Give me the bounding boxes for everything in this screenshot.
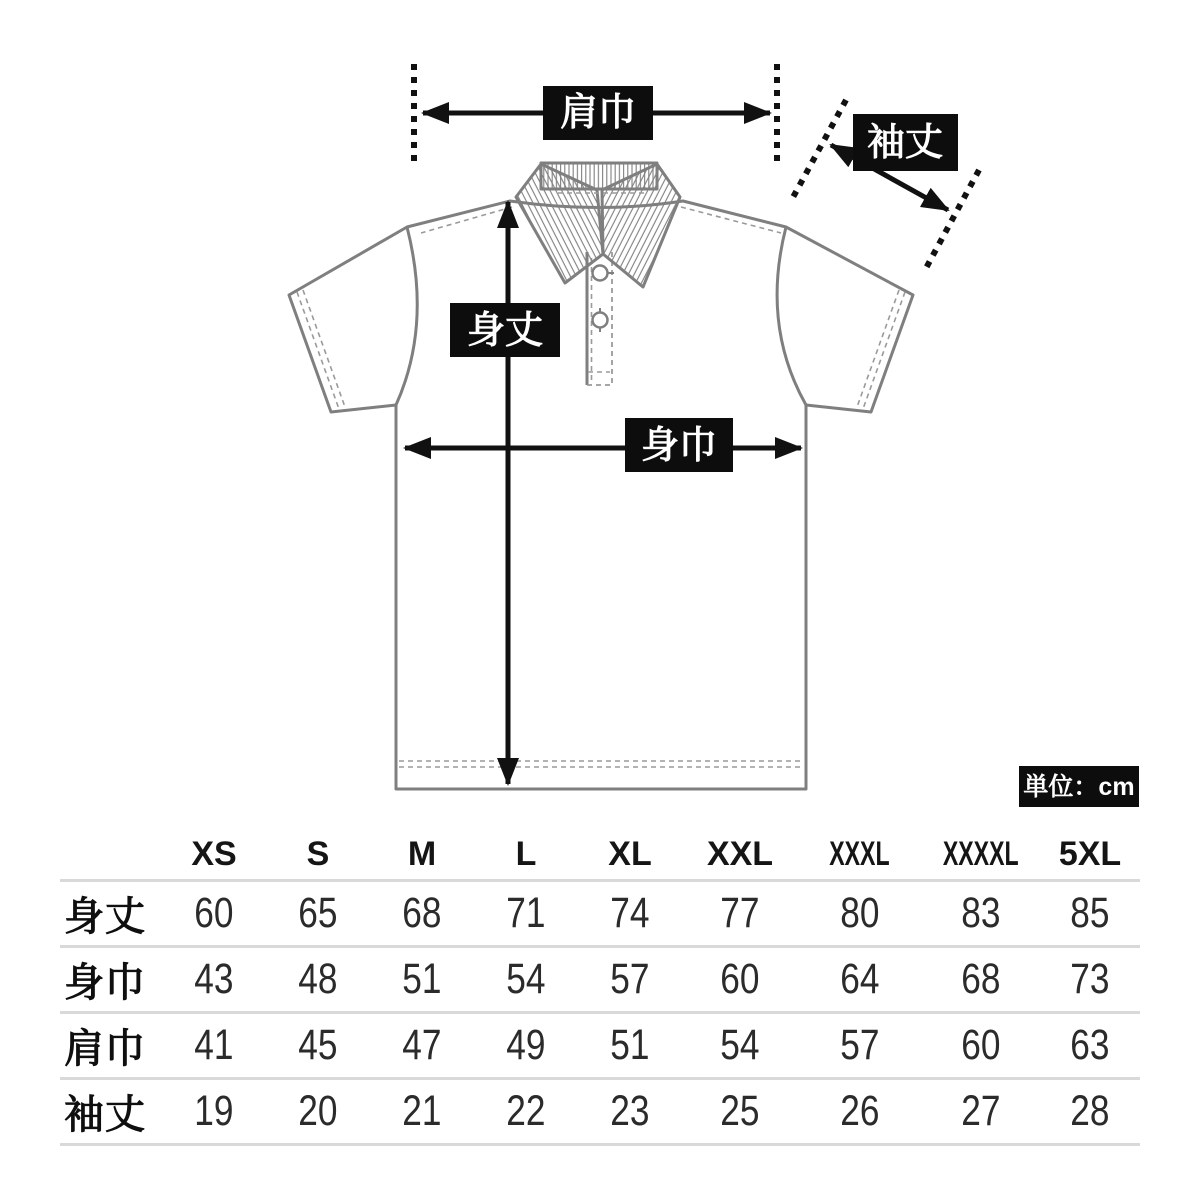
value-cell: 83 xyxy=(960,889,1001,937)
value-cell: 60 xyxy=(960,1021,1001,1069)
size-header-xl: XL xyxy=(608,835,652,873)
body-length-label: 身丈 xyxy=(466,310,544,352)
row-label-cell: 身巾 xyxy=(64,961,146,1005)
value-cell: 74 xyxy=(610,889,650,937)
value-cell: 26 xyxy=(839,1087,880,1135)
value-cell: 65 xyxy=(298,889,338,937)
value-cell: 22 xyxy=(506,1087,546,1135)
button xyxy=(593,313,608,328)
value-cell: 21 xyxy=(402,1087,442,1135)
value-cell: 54 xyxy=(506,955,546,1003)
value-cell: 51 xyxy=(610,1021,650,1069)
unit-label: 単位：cm xyxy=(1023,773,1135,801)
value-cell: 25 xyxy=(720,1087,760,1135)
value-cell: 54 xyxy=(720,1021,760,1069)
value-cell: 43 xyxy=(194,955,234,1003)
value-cell: 57 xyxy=(610,955,650,1003)
value-cell: 57 xyxy=(839,1021,880,1069)
value-cell: 23 xyxy=(610,1087,650,1135)
value-cell: 19 xyxy=(194,1087,234,1135)
value-cell: 60 xyxy=(720,955,760,1003)
table-row-body-length xyxy=(60,882,1140,948)
shoulder-width-label: 肩巾 xyxy=(559,92,637,134)
value-cell: 80 xyxy=(839,889,880,937)
row-label-cell: 肩巾 xyxy=(64,1027,146,1071)
value-cell: 45 xyxy=(298,1021,338,1069)
value-cell: 68 xyxy=(402,889,442,937)
value-cell: 85 xyxy=(1070,889,1110,937)
value-cell: 20 xyxy=(298,1087,338,1135)
size-header-xxxl: XXXL xyxy=(829,835,890,873)
value-cell: 63 xyxy=(1070,1021,1110,1069)
body-width-label: 身巾 xyxy=(640,425,718,467)
table-corner-cell xyxy=(60,830,162,879)
value-cell: 47 xyxy=(402,1021,442,1069)
placket xyxy=(587,252,614,385)
value-cell: 77 xyxy=(720,889,760,937)
value-cell: 60 xyxy=(194,889,234,937)
value-cell: 64 xyxy=(839,955,880,1003)
table-row-sleeve-length xyxy=(60,1080,1140,1146)
size-header-5xl: 5XL xyxy=(1058,835,1122,873)
value-cell: 27 xyxy=(960,1087,1001,1135)
sleeve-length-label: 袖丈 xyxy=(866,122,944,164)
row-label-cell: 袖丈 xyxy=(64,1093,146,1137)
size-table-header-row xyxy=(60,830,1140,882)
row-label-cell: 身丈 xyxy=(64,895,146,939)
value-cell: 71 xyxy=(506,889,546,937)
size-table xyxy=(60,830,1140,1146)
value-cell: 28 xyxy=(1070,1087,1110,1135)
size-header-xs: XS xyxy=(191,835,237,873)
table-row-shoulder-width xyxy=(60,1014,1140,1080)
table-row-body-width xyxy=(60,948,1140,1014)
size-header-l: L xyxy=(515,835,537,873)
value-cell: 49 xyxy=(506,1021,546,1069)
size-header-xxxxl: XXXXL xyxy=(942,835,1019,873)
size-header-xxl: XXL xyxy=(706,835,774,873)
value-cell: 41 xyxy=(194,1021,234,1069)
value-cell: 51 xyxy=(402,955,442,1003)
value-cell: 73 xyxy=(1070,955,1110,1003)
size-header-s: S xyxy=(306,835,330,873)
value-cell: 68 xyxy=(960,955,1001,1003)
collar-band xyxy=(541,163,657,189)
size-header-m: M xyxy=(407,835,437,873)
button xyxy=(593,266,608,281)
value-cell: 48 xyxy=(298,955,338,1003)
